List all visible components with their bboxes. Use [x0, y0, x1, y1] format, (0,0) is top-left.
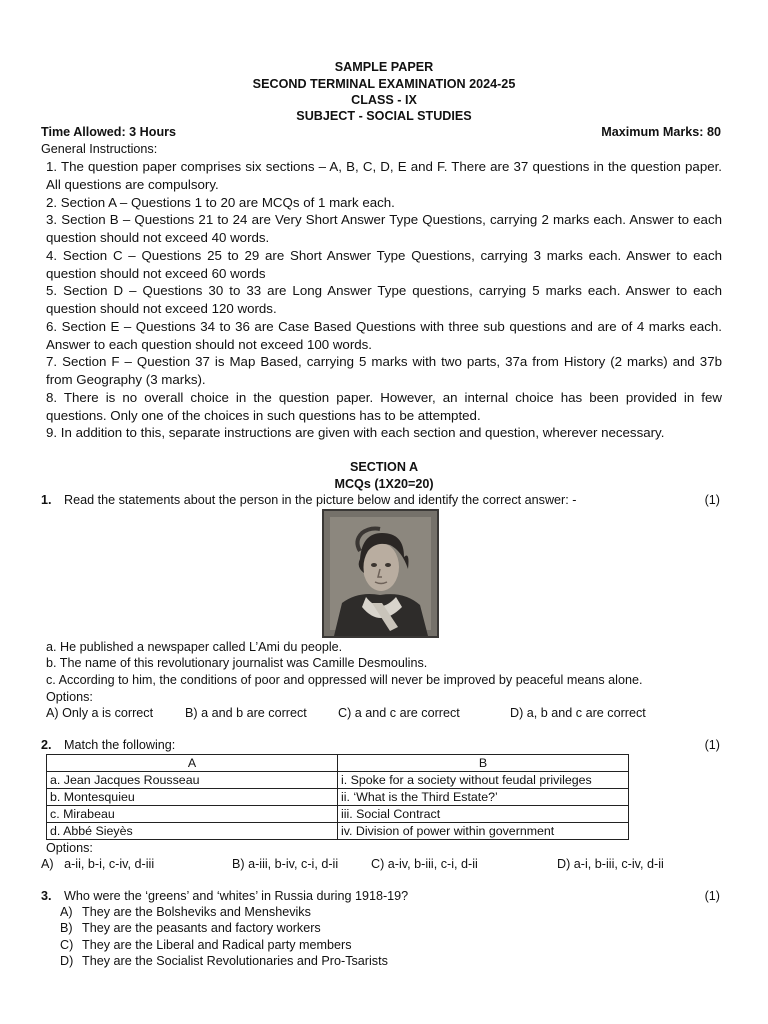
- table-header-row: [47, 755, 629, 772]
- q1-option-c: C) a and c are correct: [338, 706, 460, 720]
- column-b-cell: iv. Division of power within government: [338, 823, 629, 840]
- q2-number: 2.: [41, 738, 52, 752]
- class-title: CLASS - IX: [351, 93, 417, 107]
- q2-option-b: B) a-iii, b-iv, c-i, d-ii: [232, 857, 339, 871]
- subject-title: SUBJECT - SOCIAL STUDIES: [296, 109, 472, 123]
- column-a-cell: c. Mirabeau: [47, 806, 338, 823]
- q1-options-label: Options:: [46, 690, 93, 704]
- q1-option-a: A) Only a is correct: [46, 706, 154, 720]
- q3-option-text: They are the Socialist Revolutionaries and Pro-Tsarists: [82, 954, 388, 968]
- column-b-cell: ii. ‘What is the Third Estate?’: [338, 789, 629, 806]
- instruction-item: 9. In addition to this, separate instructions are given with each section and question, wherever necessary.: [46, 425, 665, 441]
- q2-option-c: C) a-iv, b-iii, c-i, d-ii: [371, 857, 478, 871]
- q3-option-letter: A): [60, 905, 73, 919]
- q1-option-b: B) a and b are correct: [185, 706, 307, 720]
- time-allowed: Time Allowed: 3 Hours: [41, 125, 177, 139]
- exam-title: SECOND TERMINAL EXAMINATION 2024-25: [252, 77, 516, 91]
- maximum-marks: Maximum Marks: 80: [601, 125, 721, 139]
- column-b-header: B: [338, 755, 629, 772]
- q1-statement: b. The name of this revolutionary journalist was Camille Desmoulins.: [46, 656, 428, 670]
- q1-marks: (1): [704, 493, 720, 507]
- column-b-cell: i. Spoke for a society without feudal privileges: [338, 772, 629, 789]
- q3-option-letter: D): [60, 954, 74, 968]
- q3-option-text: They are the Liberal and Radical party members: [82, 938, 352, 952]
- q2-marks: (1): [704, 738, 720, 752]
- q2-text: Match the following:: [64, 738, 176, 752]
- portrait-image: [322, 509, 439, 638]
- q1-text: Read the statements about the person in the picture below and identify the correct answer: -: [64, 493, 577, 507]
- match-table: [46, 754, 629, 840]
- column-a-cell: a. Jean Jacques Rousseau: [47, 772, 338, 789]
- q1-number: 1.: [41, 493, 52, 507]
- q1-statement: c. According to him, the conditions of poor and oppressed will never be improved by peaceful means alone.: [46, 673, 643, 687]
- q3-option-text: They are the peasants and factory workers: [82, 921, 321, 935]
- q1-option-d: D) a, b and c are correct: [510, 706, 646, 720]
- table-row: [47, 772, 629, 789]
- column-a-header: A: [47, 755, 338, 772]
- instruction-item: 7. Section F – Question 37 is Map Based, carrying 5 marks with two parts, 37a from History (2 marks) and 37b from Geography (3 marks).: [46, 354, 722, 387]
- instruction-item: 6. Section E – Questions 34 to 36 are Case Based Questions with three sub questions and are of 4 marks each. Answer to each question should not exceed 100 words.: [46, 318, 722, 352]
- column-a-cell: b. Montesquieu: [47, 789, 338, 806]
- instruction-item: 8. There is no overall choice in the question paper. However, an internal choice has been provided in few questions. Only one of the choices in such questions has to be attempted.: [46, 389, 722, 423]
- table-row: [47, 806, 629, 823]
- section-a-subtitle: MCQs (1X20=20): [334, 477, 434, 491]
- table-row: [47, 789, 629, 806]
- paper-title: SAMPLE PAPER: [334, 60, 434, 74]
- table-row: [47, 823, 629, 840]
- instruction-item: 2. Section A – Questions 1 to 20 are MCQs of 1 mark each.: [46, 194, 395, 210]
- instruction-item: 1. The question paper comprises six sections – A, B, C, D, E and F. There are 37 questions in the question paper. All questions are compulsory.: [46, 159, 722, 192]
- portrait-illustration: [324, 511, 437, 636]
- column-b-cell: iii. Social Contract: [338, 806, 629, 823]
- column-a-cell: d. Abbé Sieyès: [47, 823, 338, 840]
- instructions-list: [46, 158, 722, 442]
- q3-marks: (1): [704, 889, 720, 903]
- section-a-title: SECTION A: [349, 460, 419, 474]
- q2-option-d: D) a-i, b-iii, c-iv, d-ii: [557, 857, 664, 871]
- instruction-item: 5. Section D – Questions 30 to 33 are Long Answer Type questions, carrying 5 marks each. Answer to each question should not exceed 120 words.: [46, 283, 722, 316]
- q3-text: Who were the ‘greens’ and ‘whites’ in Russia during 1918-19?: [64, 889, 409, 903]
- q3-option-letter: C): [60, 938, 74, 952]
- instructions-title: General Instructions:: [41, 142, 158, 156]
- q3-number: 3.: [41, 889, 52, 903]
- q1-statement: a. He published a newspaper called L’Ami du people.: [46, 640, 343, 654]
- instruction-item: 4. Section C – Questions 25 to 29 are Short Answer Type Questions, carrying 3 marks each. Answer to each question should not exceed 60 words: [46, 247, 722, 281]
- q2-options-label: Options:: [46, 841, 93, 855]
- q2-option-a: A) a-ii, b-i, c-iv, d-iii: [41, 857, 155, 871]
- instruction-item: 3. Section B – Questions 21 to 24 are Very Short Answer Type Questions, carrying 2 marks each. Answer to each question should not exceed 40 words.: [46, 212, 722, 245]
- q3-option-text: They are the Bolsheviks and Mensheviks: [82, 905, 311, 919]
- q3-option-letter: B): [60, 921, 73, 935]
